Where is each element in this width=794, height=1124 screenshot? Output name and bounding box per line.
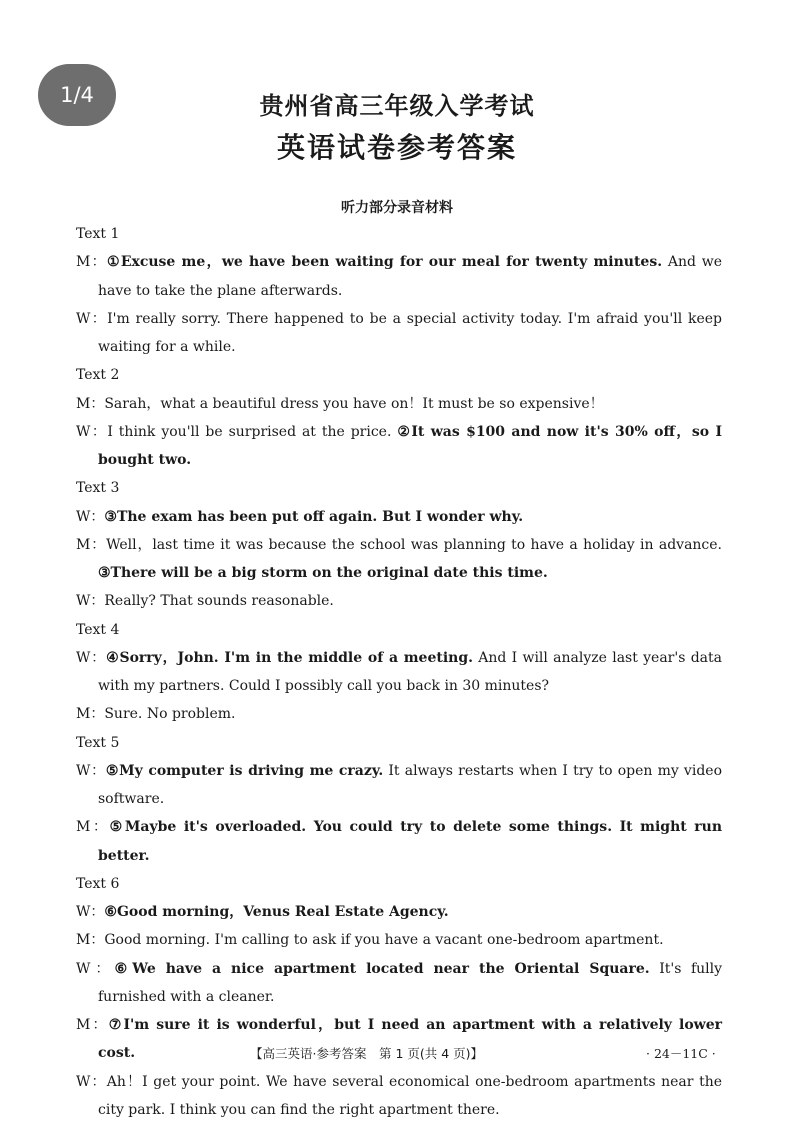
dialogue-line (76, 898, 722, 926)
speaker-label: M： (76, 819, 110, 835)
speaker-label: M： (76, 396, 104, 412)
page-footer: 【高三英语·参考答案 第 1 页(共 4 页)】 (250, 1044, 483, 1062)
speaker-label: W： (76, 961, 115, 977)
dialogue-line (76, 503, 722, 531)
page-counter-badge: 1/4 (38, 64, 116, 126)
answer-key-text: ①Excuse me，we have been waiting for our meal for twenty minutes. (107, 254, 662, 270)
dialogue-line (76, 587, 722, 615)
dialogue-text: I'm really sorry. There happened to be a special activity today. I'm afraid you'll keep waiting for a while. (98, 311, 722, 355)
dialogue-line (76, 390, 722, 418)
dialogue-line (76, 1068, 722, 1124)
speaker-label: W： (76, 763, 106, 779)
text-heading: Text 5 (76, 729, 722, 757)
speaker-label: W： (76, 904, 104, 920)
answer-key-text: ⑤My computer is driving me crazy. (106, 763, 383, 779)
dialogue-text: I think you'll be surprised at the price. (107, 424, 397, 440)
answer-key-text: ⑥We have a nice apartment located near the Oriental Square. (115, 961, 650, 977)
answer-key-text: ③There will be a big storm on the original date this time. (98, 565, 548, 581)
dialogue-line (76, 813, 722, 870)
answer-key-text: ⑥Good morning，Venus Real Estate Agency. (104, 904, 448, 920)
dialogue-text: It's fully furnished with a cleaner. (98, 961, 722, 1005)
dialogue-text: Sure. No problem. (104, 706, 235, 722)
answer-key-text: ④Sorry，John. I'm in the middle of a meeting. (106, 650, 473, 666)
answer-key-title: 英语试卷参考答案 (0, 126, 794, 166)
dialogue-line (76, 305, 722, 362)
speaker-label: W： (76, 424, 107, 440)
speaker-label: W： (76, 311, 107, 327)
paper-code: · 24－11C · (646, 1044, 716, 1062)
speaker-label: W： (76, 593, 104, 609)
speaker-label: W： (76, 650, 106, 666)
dialogue-text: Good morning. I'm calling to ask if you have a vacant one-bedroom apartment. (104, 932, 663, 948)
text-heading: Text 2 (76, 361, 722, 389)
dialogue-text: And I will analyze last year's data with my partners. Could I possibly call you back in 30 minutes? (98, 650, 722, 694)
answer-key-text: ③The exam has been put off again. But I wonder why. (104, 509, 523, 525)
answer-key-text: ⑦I'm sure it is wonderful，but I need an apartment with a relatively lower cost. (98, 1017, 722, 1061)
speaker-label: W： (76, 509, 104, 525)
speaker-label: M： (76, 1017, 109, 1033)
dialogue-text: Well，last time it was because the school was planning to have a holiday in advance. (106, 537, 722, 553)
dialogue-text: And we have to take the plane afterwards. (98, 254, 722, 298)
dialogue-line (76, 531, 722, 588)
dialogue-line (76, 757, 722, 814)
dialogue-line (76, 248, 722, 305)
dialogue-line (76, 926, 722, 954)
text-heading: Text 4 (76, 616, 722, 644)
transcript-body (76, 220, 722, 1124)
speaker-label: M： (76, 706, 104, 722)
text-heading: Text 3 (76, 474, 722, 502)
speaker-label: M： (76, 254, 107, 270)
dialogue-text: Ah！I get your point. We have several economical one-bedroom apartments near the city park. I think you can find the right apartment there. (98, 1074, 722, 1118)
text-heading: Text 1 (76, 220, 722, 248)
dialogue-line (76, 418, 722, 475)
dialogue-line (76, 644, 722, 701)
dialogue-line (76, 955, 722, 1012)
text-heading: Text 6 (76, 870, 722, 898)
speaker-label: M： (76, 932, 104, 948)
answer-key-text: ②It was $100 and now it's 30% off，so I bought two. (98, 424, 722, 468)
dialogue-text: Sarah，what a beautiful dress you have on！It must be so expensive！ (104, 396, 603, 412)
answer-key-text: ⑤Maybe it's overloaded. You could try to delete some things. It might run better. (98, 819, 722, 863)
dialogue-text: It always restarts when I try to open my video software. (98, 763, 722, 807)
dialogue-line (76, 700, 722, 728)
dialogue-text: Really? That sounds reasonable. (104, 593, 334, 609)
section-title: 听力部分录音材料 (0, 197, 794, 217)
speaker-label: M： (76, 537, 106, 553)
speaker-label: W： (76, 1074, 107, 1090)
exam-title: 贵州省高三年级入学考试 (0, 86, 794, 121)
